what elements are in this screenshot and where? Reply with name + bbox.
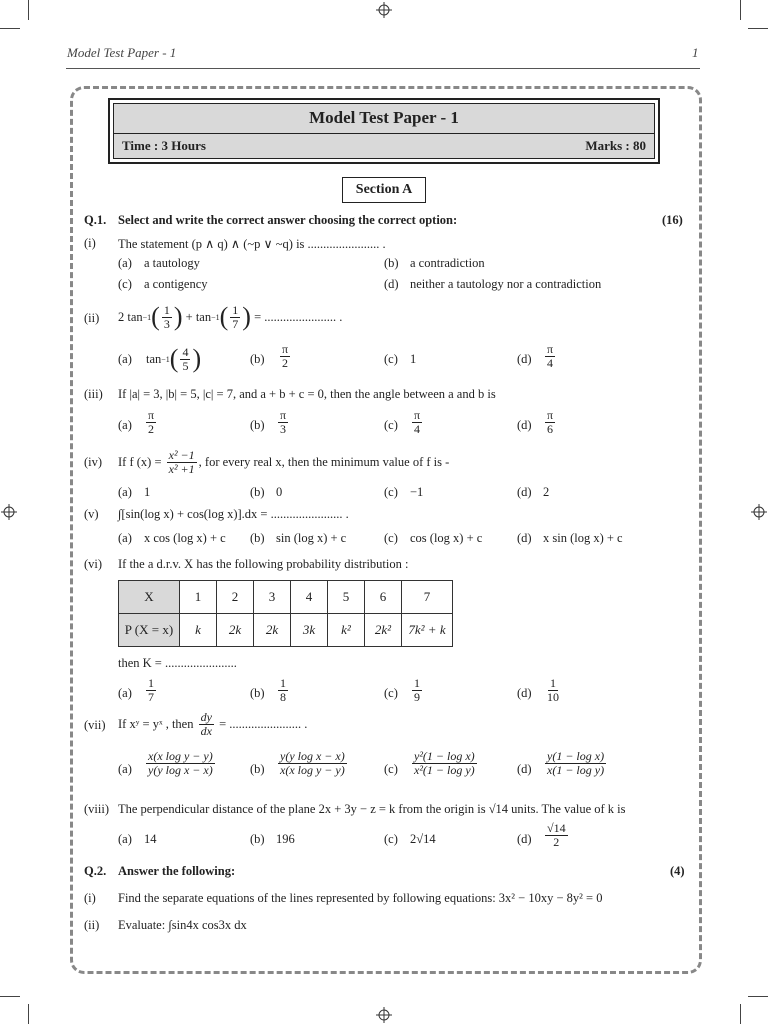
option-text: 1 [410,352,417,366]
option-label: (a) [118,418,132,432]
question-marks: (16) [662,213,683,227]
option-text: $\frac{\pi}{3}$ [280,408,287,436]
option-text: neither a tautology nor a contradiction [410,277,602,291]
sub-question-text: then K = ....................... [118,656,237,670]
option-text: $\frac{\pi}{2}$ [282,342,289,370]
option-label: (b) [250,485,265,499]
crop-mark [740,1004,741,1024]
option-label: (d) [517,832,532,846]
question-marks: (4) [670,864,685,878]
registration-mark-icon [376,2,392,18]
registration-mark-icon [751,504,767,520]
sub-question-number: (ii) [84,918,100,932]
option-text: 196 [276,832,295,846]
option-text: $\frac{1}{10}$ [547,676,559,704]
sub-question-text: If the a d.r.v. X has the following probability distribution : [118,557,409,571]
option-text: $\frac{\text{y(y log x − x)}}{\text{x(x log y − y)}}$ [280,749,345,777]
crop-mark [28,1004,29,1024]
sub-question-text: ∫[sin(log x) + cos(log x)].dx = ....................... . [118,507,349,521]
table-cell: 4 [291,581,328,614]
option-label: (d) [517,686,532,700]
option-text: a tautology [144,256,200,270]
option-label: (b) [384,256,399,270]
table-cell: 2 [217,581,254,614]
crop-mark [748,28,768,29]
sub-question-number: (viii) [84,802,109,816]
sub-question-text: The statement (p ∧ q) ∧ (~p ∨ ~q) is ....................... . [118,237,386,251]
option-label: (b) [250,418,265,432]
option-label: (d) [384,277,399,291]
table-cell: 2k [217,614,254,647]
option-text: a contigency [144,277,208,291]
option-text: 2 [543,485,550,499]
option-label: (a) [118,256,132,270]
table-cell: k² [328,614,365,647]
option-text: $\frac{1}{7}$ [148,676,154,704]
time-label: Time : 3 Hours [122,138,206,153]
option-label: (a) [118,762,132,776]
option-text: tan −1 ( $\frac{4}{5}$ ) [146,344,202,373]
option-text: $\frac{\pi}{2}$ [148,408,155,436]
page-number: 1 [692,45,699,60]
question-text: Select and write the correct answer choosing the correct option: [118,213,458,227]
option-label: (d) [517,485,532,499]
option-text: sin (log x) + c [276,531,347,545]
question-text: Answer the following: [118,864,236,878]
option-text: $\frac{√14}{2}$ [547,821,566,849]
header-rule [66,68,700,69]
table-cell: k [180,614,217,647]
option-text: $\frac{\pi}{4}$ [414,408,421,436]
option-text: cos (log x) + c [410,531,483,545]
registration-mark-icon [376,1007,392,1023]
option-label: (c) [384,832,398,846]
sub-question-text: The perpendicular distance of the plane 2x + 3y − z = k from the origin is √14 units. The value of k is [118,802,626,816]
question-number: Q.1. [84,213,107,227]
table-cell: 2k [254,614,291,647]
option-text: $\frac{1}{9}$ [414,676,420,704]
table-cell: 3k [291,614,328,647]
option-text: x cos (log x) + c [144,531,226,545]
crop-mark [0,28,20,29]
option-label: (d) [517,418,532,432]
table-cell: X [119,581,180,614]
option-label: (a) [118,531,132,545]
sub-question-text: Evaluate: ∫sin4x cos3x dx [118,918,247,932]
sub-question-number: (iii) [84,387,103,401]
option-label: (b) [250,686,265,700]
sub-question-number: (vii) [84,718,106,732]
crop-mark [748,996,768,997]
sub-question-number: (i) [84,891,96,905]
option-label: (c) [384,485,398,499]
probability-table [118,580,453,647]
option-text: $\frac{\pi}{4}$ [547,342,554,370]
sub-question-number: (iv) [84,455,103,469]
option-label: (a) [118,686,132,700]
marks-label: Marks : 80 [585,138,646,153]
sub-question-number: (ii) [84,311,100,325]
table-cell: 2k² [365,614,402,647]
option-label: (b) [250,531,265,545]
option-label: (c) [118,277,132,291]
sub-question-text: If |a| = 3, |b| = 5, |c| = 7, and a + b + c = 0, then the angle between a and b is [118,387,496,401]
title-box [108,98,660,164]
sub-question-text: 2 tan −1 ( $\frac{1}{3}$ ) + tan −1 ( $\frac{1}{7}$ ) = ....................... . [118,302,343,331]
option-text: $\frac{1}{8}$ [280,676,286,704]
option-text: $\frac{\text{x(x log y − y)}}{\text{y(y log x − x)}}$ [148,749,213,777]
table-cell: 6 [365,581,402,614]
option-label: (c) [384,762,398,776]
sub-question-number: (v) [84,507,99,521]
question-number: Q.2. [84,864,107,878]
crop-mark [28,0,29,20]
sub-question-text: If f (x) = $\frac{\text{x² −1}}{\text{x² +1}}$ , for every real x, then the minimum value of f is - [118,447,450,476]
option-label: (b) [250,352,265,366]
table-cell: 7k² + k [402,614,453,647]
table-row [119,614,453,647]
option-text: 2√14 [410,832,436,846]
option-label: (c) [384,686,398,700]
option-label: (c) [384,531,398,545]
crop-mark [0,996,20,997]
table-cell: P (X = x) [119,614,180,647]
sub-question-text: Find the separate equations of the lines represented by following equations: 3x² − 10xy − 8y² = 0 [118,891,603,905]
option-text: $\frac{\text{y²(1 − log x)}}{\text{x²(1 − log y)}}$ [414,749,475,777]
table-cell: 3 [254,581,291,614]
option-label: (b) [250,762,265,776]
option-label: (c) [384,418,398,432]
option-text: 14 [144,832,157,846]
option-text: x sin (log x) + c [543,531,623,545]
sub-question-number: (i) [84,236,96,250]
option-text: −1 [410,485,424,499]
option-label: (d) [517,762,532,776]
crop-mark [740,0,741,20]
option-label: (a) [118,485,132,499]
option-label: (a) [118,352,132,366]
option-text: $\frac{\text{y(1 − log x)}}{\text{x(1 − log y)}}$ [547,749,605,777]
page-title: Model Test Paper - 1 [309,108,459,127]
section-heading: Section A [342,177,426,203]
registration-mark-icon [1,504,17,520]
table-cell: 1 [180,581,217,614]
sub-question-number: (vi) [84,557,103,571]
option-text: 1 [144,485,151,499]
table-cell: 7 [402,581,453,614]
sub-question-text: If xʸ = yˣ , then $\frac{dy}{dx}$ = ....................... . [118,709,308,738]
option-label: (b) [250,832,265,846]
option-label: (a) [118,832,132,846]
table-row [119,581,453,614]
option-label: (d) [517,531,532,545]
option-label: (c) [384,352,398,366]
option-text: 0 [276,485,283,499]
table-cell: 5 [328,581,365,614]
option-label: (d) [517,352,532,366]
option-text: a contradiction [410,256,485,270]
running-header: Model Test Paper - 1 [67,45,177,60]
option-text: $\frac{\pi}{6}$ [547,408,554,436]
